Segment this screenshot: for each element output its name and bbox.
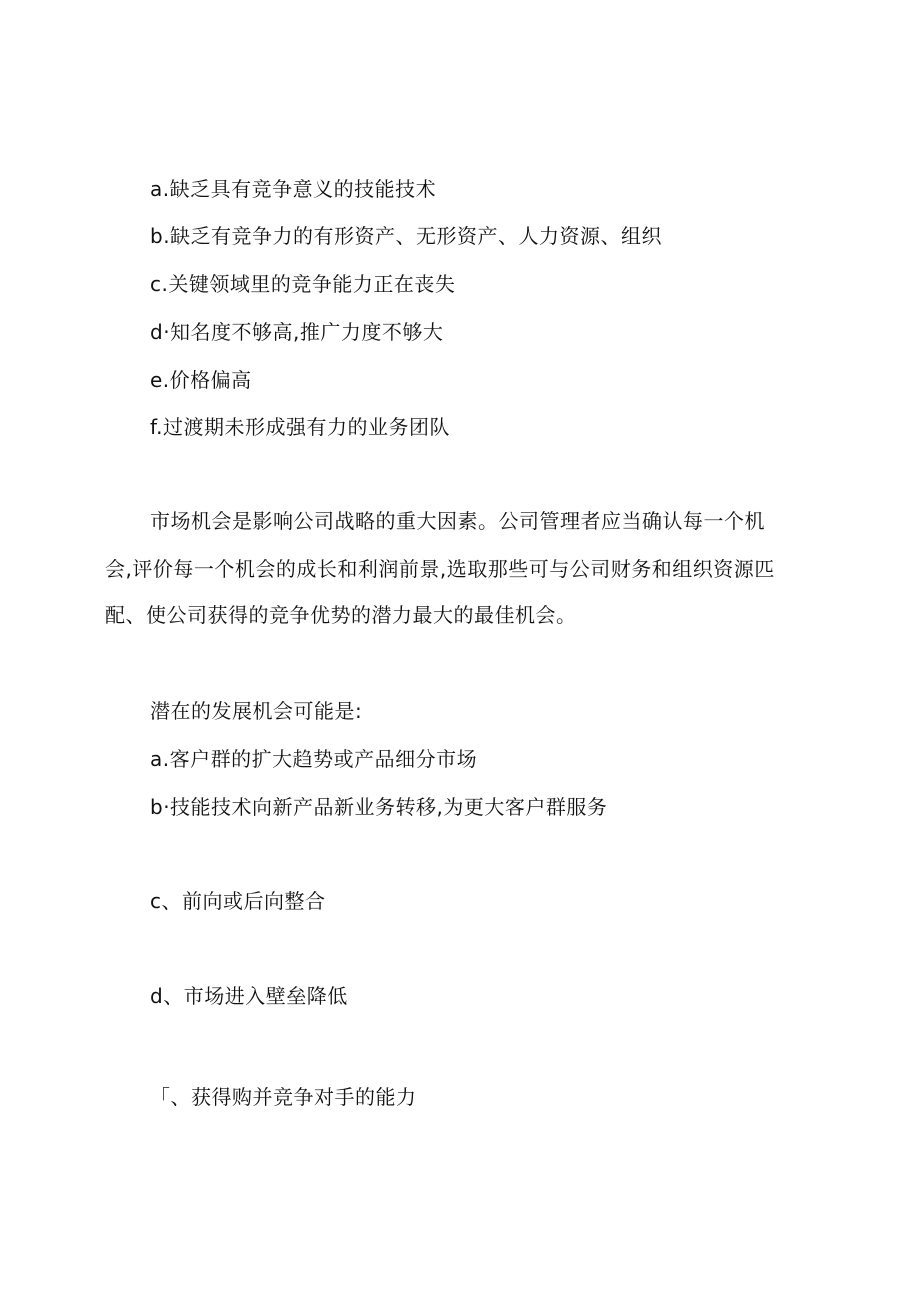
opportunity-item-e: 「、获得购并竞争对手的能力	[150, 1085, 417, 1109]
weakness-item-f: f.过渡期未形成强有力的业务团队	[150, 415, 450, 439]
weakness-item-d: d·知名度不够高,推广力度不够大	[150, 320, 444, 344]
opportunity-item-c: c、前向或后向整合	[150, 889, 326, 913]
weakness-item-a: a.缺乏具有竞争意义的技能技术	[150, 177, 437, 201]
paragraph-line-1: 市场机会是影响公司战略的重大因素。公司管理者应当确认每一个机	[150, 509, 765, 533]
paragraph-line-3: 配、使公司获得的竞争优势的潜力最大的最佳机会。	[105, 603, 577, 627]
opportunity-item-a: a.客户群的扩大趋势或产品细分市场	[150, 747, 478, 771]
opportunity-item-b: b·技能技术向新产品新业务转移,为更大客户群服务	[150, 795, 608, 819]
weakness-item-b: b.缺乏有竞争力的有形资产、无形资产、人力资源、组织	[150, 224, 663, 248]
opportunity-heading: 潜在的发展机会可能是:	[150, 699, 363, 723]
paragraph-line-2: 会,评价每一个机会的成长和利润前景,选取那些可与公司财务和组织资源匹	[105, 557, 775, 581]
weakness-item-e: e.价格偏高	[150, 368, 252, 392]
opportunity-item-d: d、市场进入壁垒降低	[150, 984, 348, 1008]
weakness-item-c: c.关键领域里的竞争能力正在丧失	[150, 272, 456, 296]
